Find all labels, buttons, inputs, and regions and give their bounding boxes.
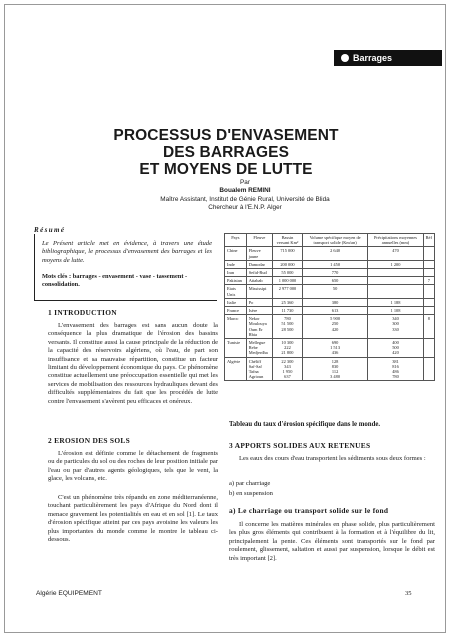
erosion-paragraph-1 — [48, 450, 218, 484]
table-row — [225, 339, 435, 358]
table-cell — [423, 357, 434, 381]
erosion-paragraph-2 — [48, 494, 218, 544]
table-row — [225, 269, 435, 277]
title-line-1: PROCESSUS D'ENVASEMENT — [113, 127, 339, 144]
erosion-text-2: C'est un phénomène très répandu en zone méditerranéenne, touchant particulièrement les pays d'Afrique du Nord dont il menace gravement les potentialités en eau et en sol [1]. Le taux d'érosion spécifique atteint par ces pays avoisine les valeurs les plus importantes du monde comme le montre le tableau ci-dessous. — [48, 494, 218, 544]
table-cell: Damodar — [246, 260, 272, 268]
table-cell: Po — [246, 298, 272, 306]
table-cell: Attabab — [246, 277, 272, 285]
table-cell: 11 730 — [273, 307, 303, 315]
keywords-text: barrages - envasement - vase - tassement - consolidation. — [42, 273, 188, 289]
table-row — [225, 298, 435, 306]
list-item: b) en suspension — [229, 490, 273, 497]
erosion-text-1: L'érosion est définie comme le détachement de fragments ou de particules du sol ou des roches de leur position initiale par l'eau ou par d'autres agents géologiques, tels que le vent, la glace, les volcans, etc. — [48, 450, 218, 483]
table-cell — [423, 260, 434, 268]
table-cell: 2 977 000 — [273, 285, 303, 298]
table-cell: Nekor Moulouya Oum Er Rbia — [246, 315, 272, 339]
table-cell: Chéliff Saf-Saf Tafna Agrioun — [246, 357, 272, 381]
intro-heading: 1 INTRODUCTION — [48, 308, 117, 317]
table-row — [225, 277, 435, 285]
table-header-cell: Réf — [423, 234, 434, 247]
author-affiliation-1: Maître Assistant, Institut de Génie Rural, Université de Blida — [160, 195, 330, 203]
table-cell: France — [225, 307, 247, 315]
table-cell: Maroc — [225, 315, 247, 339]
table-caption: Tableau du taux d'érosion spécifique dans le monde. — [229, 421, 381, 428]
table-cell: 1 108 — [368, 307, 423, 315]
table-cell: 340 300 330 — [368, 315, 423, 339]
table-row — [225, 285, 435, 298]
table-header-cell: Précipitations moyennes annuelles (mm) — [368, 234, 423, 247]
section-label: Barrages — [353, 53, 393, 63]
table-cell: Inde — [225, 260, 247, 268]
table-cell: Mississipi — [246, 285, 272, 298]
table-cell — [368, 269, 423, 277]
title-line-2: DES BARRAGES — [162, 144, 290, 161]
author-affiliation-2: Chercheur à l'E.N.P. Alger — [208, 204, 282, 212]
table-body — [225, 247, 435, 381]
article-title — [0, 127, 452, 178]
table-cell: 470 — [368, 247, 423, 260]
charriage-heading: a) Le charriage ou transport solide sur le fond — [229, 506, 389, 515]
table-cell — [423, 269, 434, 277]
table-header-cell: Pays — [225, 234, 247, 247]
charriage-text: Il concerne les matières minérales en phase solide, plus particulièrement les plus gros éléments qui contribuent à la formation et à l'équilibre du lit, principalement la pente. Ces éléments sont transportés sur le fond par roulement, glissement, saltation et aussi par suspension, lorsque le débit est très important [2]. — [229, 521, 435, 562]
table-cell — [423, 285, 434, 298]
table-cell — [423, 339, 434, 358]
table-cell: 690 1 513 436 — [302, 339, 368, 358]
table-cell: 55 000 — [273, 269, 303, 277]
table-cell: 22 300 343 1 950 637 — [273, 357, 303, 381]
intro-paragraph — [48, 322, 218, 406]
table-row — [225, 307, 435, 315]
table-cell: 613 — [302, 307, 368, 315]
table-cell: Italie — [225, 298, 247, 306]
list-item: a) par charriage — [229, 480, 271, 487]
table-header-cell: Bassin versant Km² — [273, 234, 303, 247]
table-cell: 25 360 — [273, 298, 303, 306]
apports-intro — [229, 455, 435, 463]
table-cell: Sefid-Rud — [246, 269, 272, 277]
table-cell: 2 640 — [302, 247, 368, 260]
abstract-heading: Résumé — [34, 226, 69, 234]
table-row — [225, 260, 435, 268]
table-cell — [368, 277, 423, 285]
keywords — [42, 273, 212, 289]
table-header-row — [225, 234, 435, 247]
table-cell: 10 300 222 21 800 — [273, 339, 303, 358]
table-cell: 1 000 000 — [273, 277, 303, 285]
table-cell: 200 000 — [273, 260, 303, 268]
table-row — [225, 315, 435, 339]
journal-name: Algérie EQUIPEMENT — [36, 590, 102, 597]
table-cell: 400 500 420 — [368, 339, 423, 358]
table-cell — [423, 307, 434, 315]
table-cell: 50 — [302, 285, 368, 298]
table-cell: 780 51 500 28 500 — [273, 315, 303, 339]
table-cell: Fleuve jaune — [246, 247, 272, 260]
table-row — [225, 247, 435, 260]
apports-intro-text: Les eaux des cours d'eau transportent les sédiments sous deux formes : — [239, 455, 426, 462]
table-cell — [423, 298, 434, 306]
intro-text: L'envasement des barrages est sans aucun doute la conséquence la plus dramatique de l'érosion des bassins versants. Il constitue aussi la cause principale de la réduction de la capacité des réservoirs algériens, où l'eau, de part son insuffisance et sa mauvaise répartition, constitue un facteur limitant du développement économique du pays. Ce phénomène constitue actuellement une préoccupation essentielle qui met les services de mobilisation des ressources hydrauliques devant des difficultés supplémentaires du fait que les procédés de lutte contre l'envasement s'avèrent peu efficaces et onéreux. — [48, 322, 218, 405]
table-cell: 770 — [302, 269, 368, 277]
section-tab — [334, 50, 442, 66]
table-cell: 380 — [302, 298, 368, 306]
table-header-cell: Fleuve — [246, 234, 272, 247]
table-cell — [423, 247, 434, 260]
charriage-paragraph — [229, 521, 435, 563]
table-cell: 1 188 — [368, 298, 423, 306]
erosion-heading: 2 EROSION DES SOLS — [48, 436, 131, 445]
table-cell: 1 450 — [302, 260, 368, 268]
table-cell: Iran — [225, 269, 247, 277]
table-cell: Etats Unis — [225, 285, 247, 298]
author-by: Par — [240, 179, 250, 186]
table-cell: 5 900 250 420 — [302, 315, 368, 339]
table-row — [225, 357, 435, 381]
table-header-cell: Volume spécifique moyen de transport solide (Km/an) — [302, 234, 368, 247]
page-number: 35 — [405, 590, 412, 597]
table-cell: 650 — [302, 277, 368, 285]
table-cell: 715 000 — [273, 247, 303, 260]
keywords-label: Mots clés : — [42, 273, 72, 280]
table-cell: 381 816 486 780 — [368, 357, 423, 381]
table-cell: Isère — [246, 307, 272, 315]
table-cell: 8 — [423, 315, 434, 339]
table-cell: Chine — [225, 247, 247, 260]
author-name: Boualem REMINI — [219, 187, 271, 195]
table-cell: 1 200 — [368, 260, 423, 268]
abstract-text: Le Présent article met en évidence, à travers une étude bibliographique, le processus d'envasement des barrages et les moyens de lutte. — [42, 240, 212, 264]
apports-heading: 3 APPORTS SOLIDES AUX RETENUES — [229, 441, 371, 450]
table-cell: Tunisie — [225, 339, 247, 358]
table-cell: Mellegue Rebe Medjerdha — [246, 339, 272, 358]
table-cell: 7 — [423, 277, 434, 285]
bullet-icon — [341, 54, 349, 62]
author-block — [120, 179, 370, 213]
title-line-3: ET MOYENS DE LUTTE — [139, 161, 313, 178]
erosion-table — [224, 233, 435, 381]
table-cell: Pakistan — [225, 277, 247, 285]
table-cell: Algérie — [225, 357, 247, 381]
table-cell: 128 830 112 3 480 — [302, 357, 368, 381]
table-cell — [368, 285, 423, 298]
